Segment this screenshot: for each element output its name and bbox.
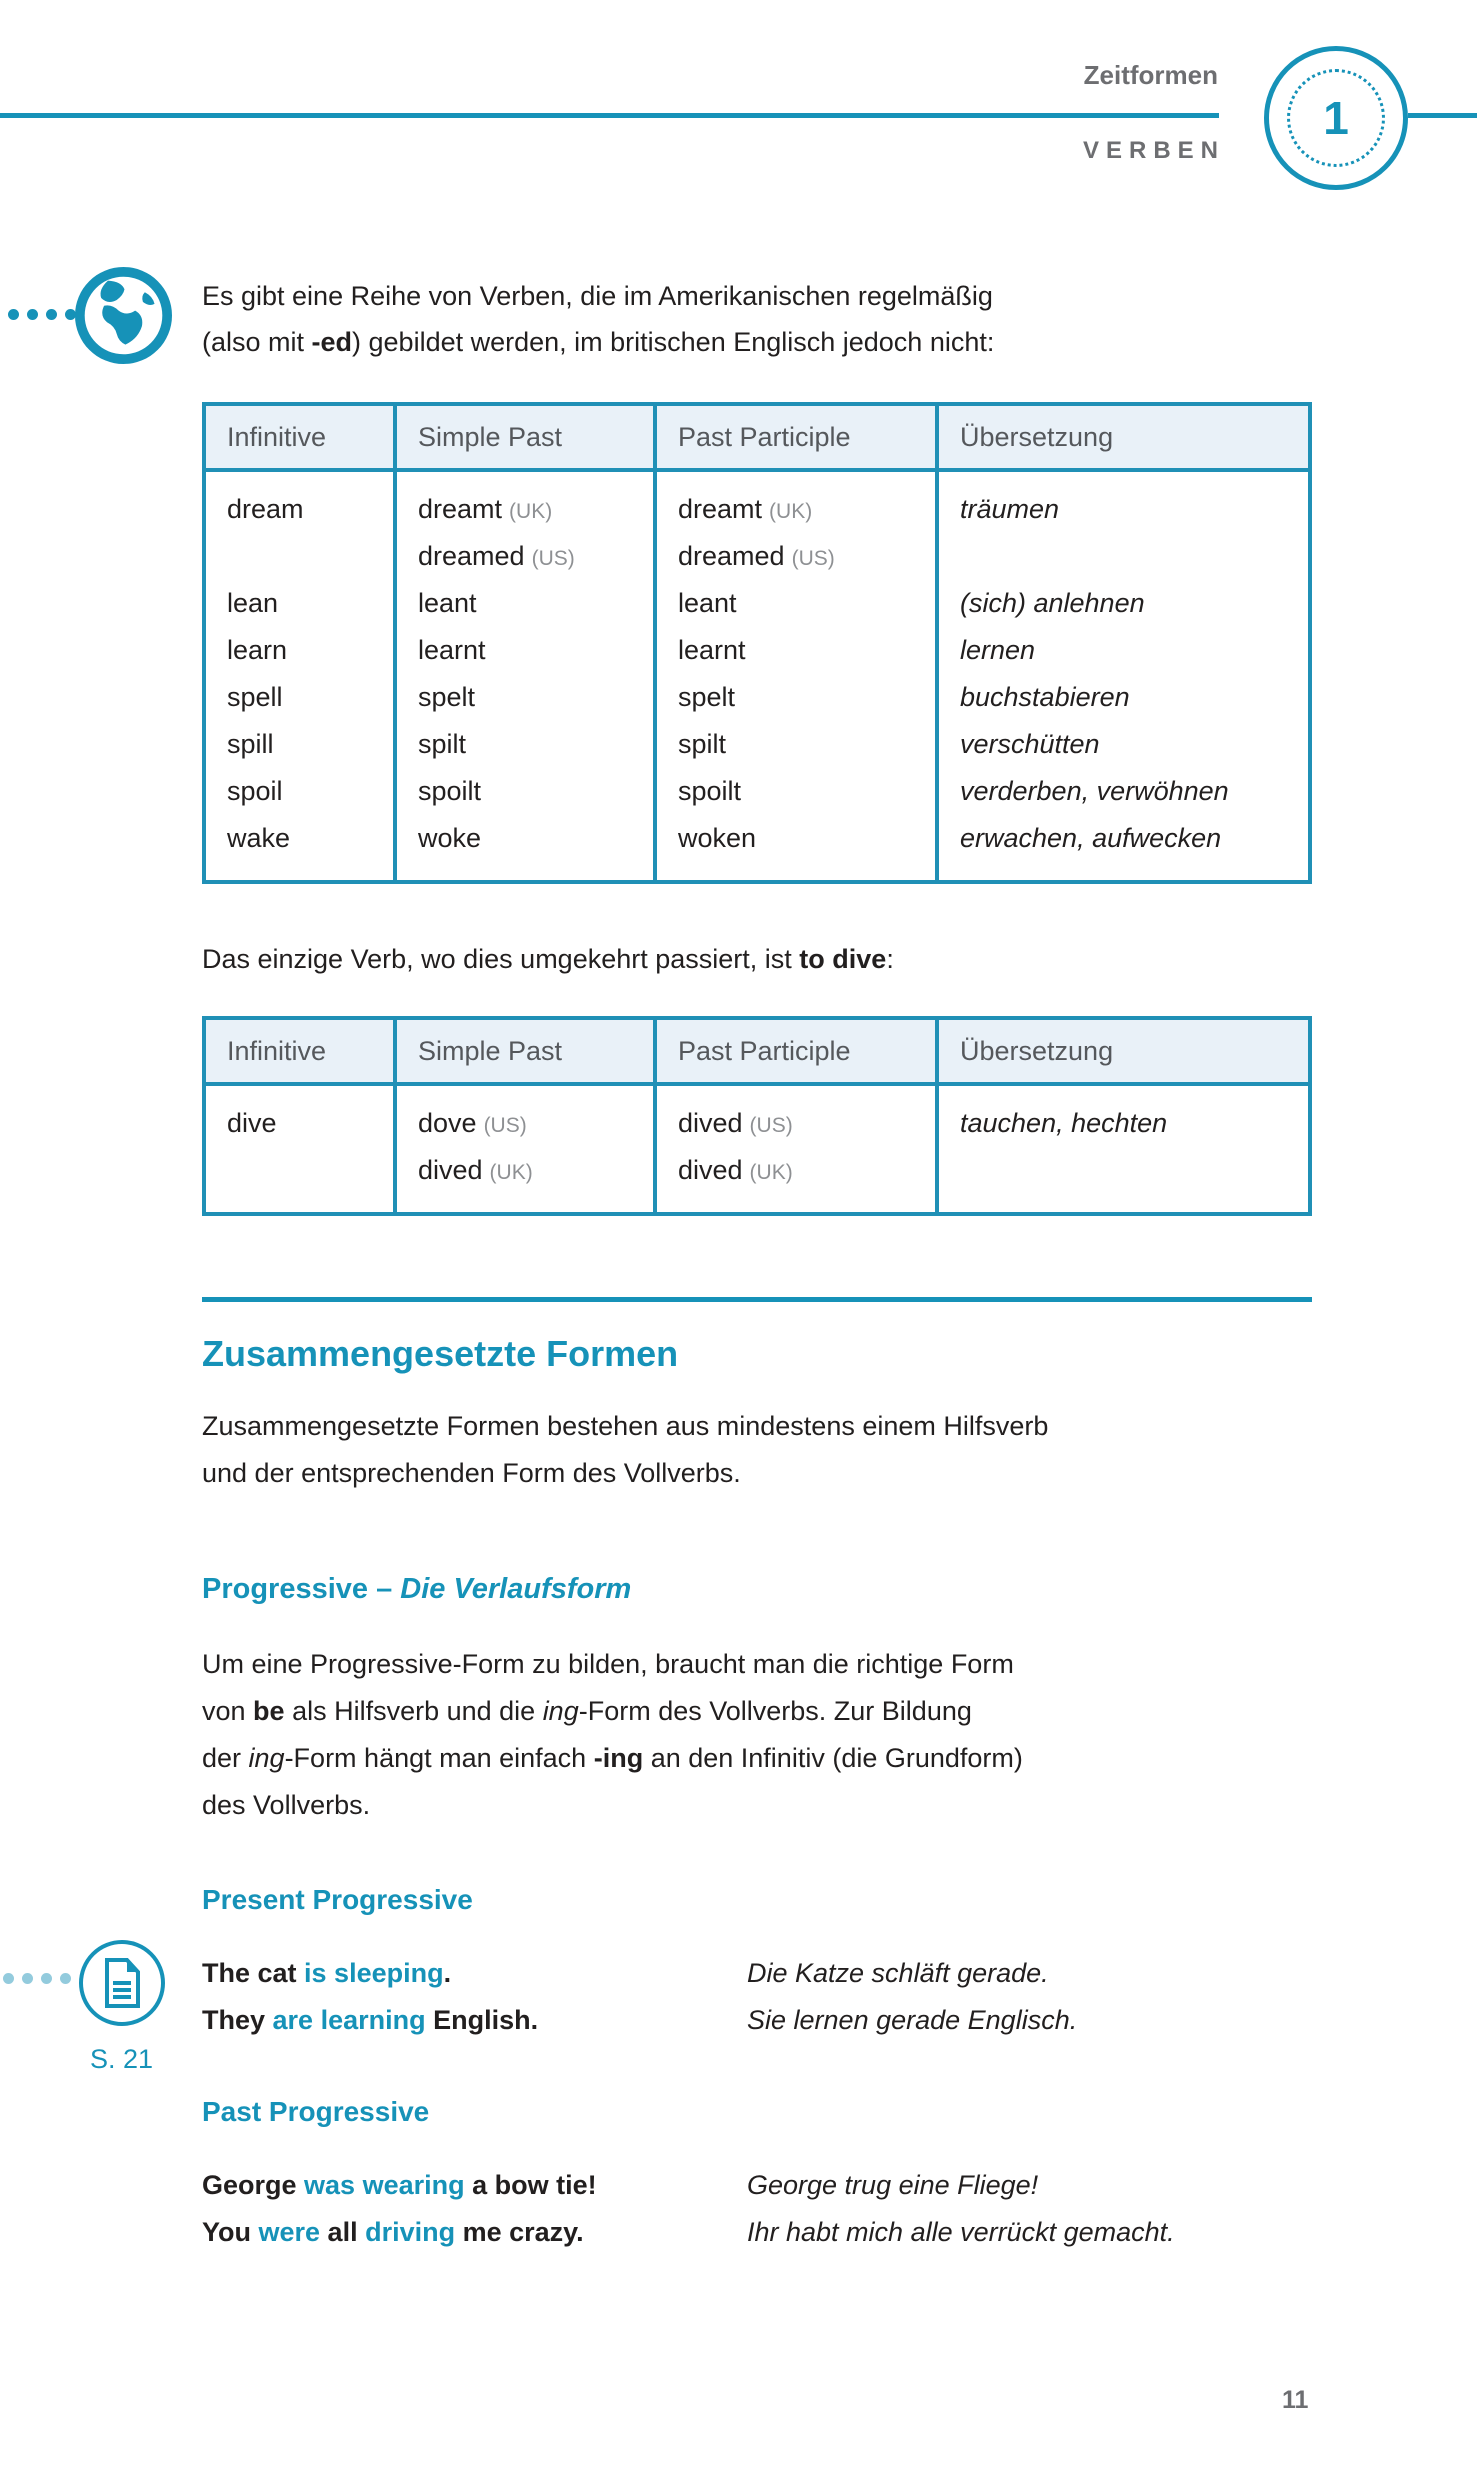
- column-past-participle: dived (US) dived (UK): [653, 1086, 935, 1212]
- header-rule-right: [1408, 113, 1477, 118]
- example-row: [202, 1950, 1077, 1997]
- progressive-line-1: Um eine Progressive-Form zu bilden, braucht man die richtige Form: [202, 1649, 1014, 1679]
- progressive-line-3: der ing-Form hängt man einfach -ing an den Infinitiv (die Grundform): [202, 1743, 1023, 1773]
- column-infinitive: dive: [227, 1108, 277, 1138]
- column-infinitive: dream lean learn spell spill spoil wake: [227, 494, 304, 853]
- section-label: VERBEN: [1082, 137, 1225, 164]
- table-body: [206, 1086, 1308, 1212]
- compound-paragraph: [202, 1403, 1048, 1497]
- margin-dots-light: [3, 1973, 71, 1984]
- example-english: They are learning English.: [202, 2005, 539, 2035]
- column-uebersetzung: tauchen, hechten: [935, 1086, 1308, 1212]
- chapter-number: 1: [1287, 69, 1385, 167]
- table-header-cell: Simple Past: [393, 406, 653, 468]
- past-progressive-heading: Past Progressive: [202, 2096, 430, 2127]
- present-progressive-examples: [202, 1950, 1077, 2044]
- example-german: Ihr habt mich alle verrückt gemacht.: [747, 2217, 1175, 2247]
- table-header-cell: Übersetzung: [935, 406, 1308, 468]
- compound-line-1: Zusammengesetzte Formen bestehen aus mindestens einem Hilfsverb: [202, 1411, 1049, 1441]
- document-icon: [79, 1940, 165, 2026]
- margin-dots: [8, 309, 76, 320]
- column-simple-past: dove (US) dived (UK): [393, 1086, 653, 1212]
- example-row: [202, 2209, 1175, 2256]
- example-english: You were all driving me crazy.: [202, 2217, 584, 2247]
- globe-icon: [75, 267, 172, 364]
- past-progressive-examples: [202, 2162, 1175, 2256]
- example-english: George was wearing a bow tie!: [202, 2170, 597, 2200]
- table-header-cell: Infinitive: [206, 1020, 393, 1082]
- column-past-participle: dreamt (UK) dreamed (US) leant learnt spelt spilt spoilt woken: [653, 472, 935, 880]
- progressive-title: Progressive – Die Verlaufsform: [202, 1573, 632, 1605]
- page-reference: S. 21: [90, 2044, 154, 2074]
- column-simple-past: dreamt (UK) dreamed (US) leant learnt spelt spilt spoilt woke: [393, 472, 653, 880]
- progressive-line-4: des Vollverbs.: [202, 1790, 371, 1820]
- chapter-badge: [1264, 46, 1408, 190]
- progressive-paragraph: [202, 1641, 1023, 1829]
- example-row: [202, 1997, 1077, 2044]
- intro-line-2: (also mit -ed) gebildet werden, im britischen Englisch jedoch nicht:: [202, 327, 995, 357]
- progressive-line-2: von be als Hilfsverb und die ing-Form des Vollverbs. Zur Bildung: [202, 1696, 972, 1726]
- example-english: The cat is sleeping.: [202, 1958, 452, 1988]
- dive-table: [202, 1016, 1312, 1216]
- intro-line-1: Es gibt eine Reihe von Verben, die im Amerikanischen regelmäßig: [202, 281, 993, 311]
- section-title: Zusammengesetzte Formen: [202, 1333, 679, 1374]
- column-uebersetzung: träumen (sich) anlehnen lernen buchstabieren verschütten verderben, verwöhnen erwachen, aufwecken: [935, 472, 1308, 880]
- table-header-cell: Infinitive: [206, 406, 393, 468]
- irregular-verbs-table: [202, 402, 1312, 884]
- section-divider: [202, 1297, 1312, 1302]
- table-header-row: [206, 406, 1308, 472]
- table-body: [206, 472, 1308, 880]
- header-rule-left: [0, 113, 1219, 118]
- table-header-cell: Past Participle: [653, 1020, 935, 1082]
- page-kicker: Zeitformen: [1083, 60, 1218, 90]
- dive-note: Das einzige Verb, wo dies umgekehrt passiert, ist to dive:: [202, 944, 894, 974]
- example-german: Sie lernen gerade Englisch.: [747, 2005, 1078, 2035]
- present-progressive-heading: Present Progressive: [202, 1884, 473, 1915]
- table-header-cell: Past Participle: [653, 406, 935, 468]
- table-header-cell: Übersetzung: [935, 1020, 1308, 1082]
- example-german: Die Katze schläft gerade.: [747, 1958, 1049, 1988]
- page-number: 11: [1282, 2386, 1309, 2414]
- example-row: [202, 2162, 1175, 2209]
- example-german: George trug eine Fliege!: [747, 2170, 1039, 2200]
- compound-line-2: und der entsprechenden Form des Vollverbs.: [202, 1458, 741, 1488]
- table-header-cell: Simple Past: [393, 1020, 653, 1082]
- table-header-row: [206, 1020, 1308, 1086]
- intro-paragraph: [202, 273, 994, 365]
